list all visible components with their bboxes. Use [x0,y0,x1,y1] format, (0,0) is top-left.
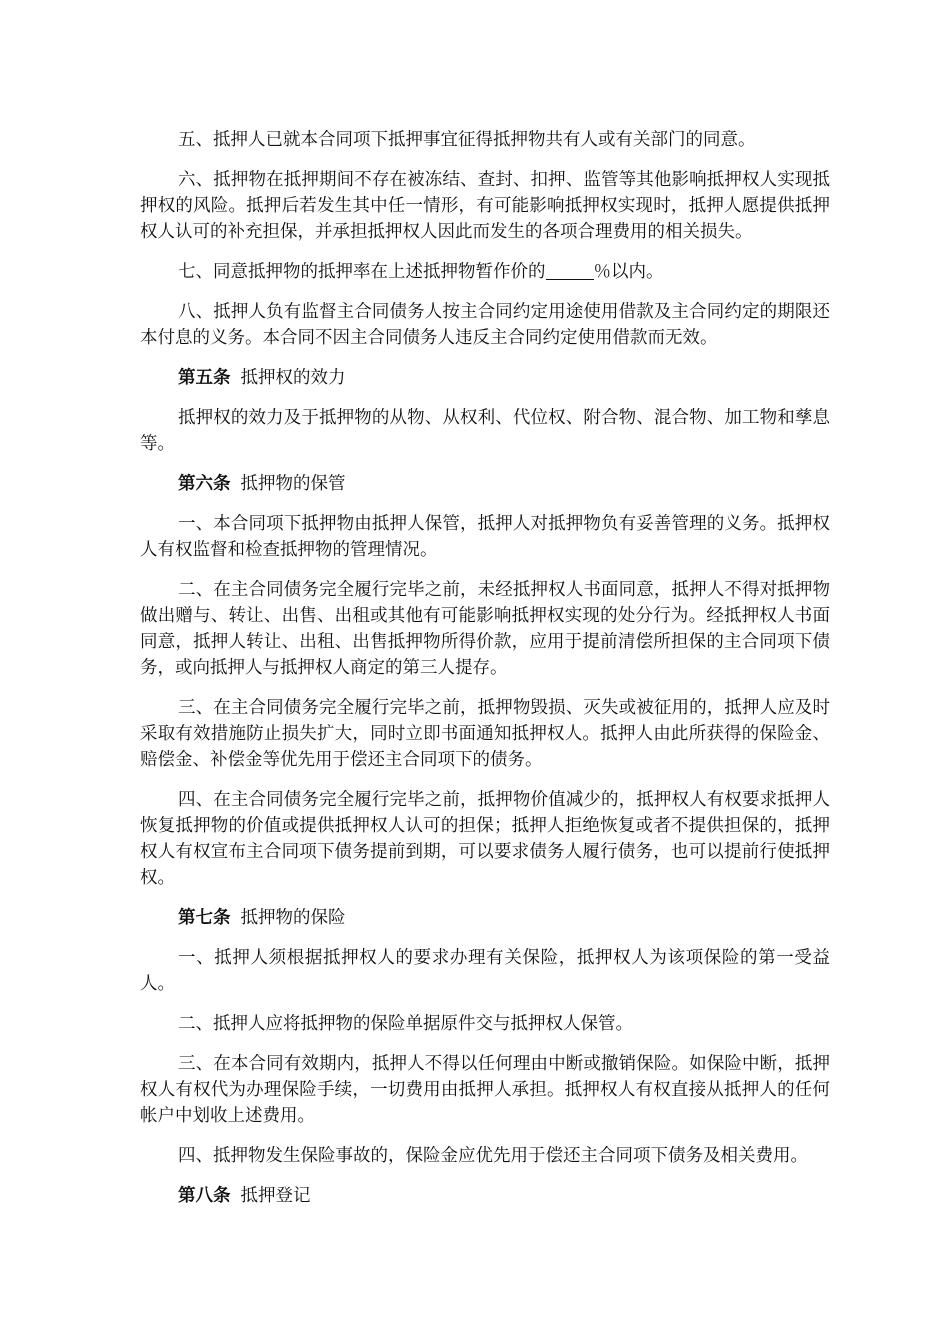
article-7-paragraph-2: 二、抵押人应将抵押物的保险单据原件交与抵押权人保管。 [178,1014,633,1034]
article-7-paragraph-4: 四、抵押物发生保险事故的，保险金应优先用于偿还主合同项下债务及相关费用。 [178,1146,808,1166]
article-7-heading [140,905,830,931]
clause-7-paragraph [140,259,830,285]
contract-body [140,127,830,1223]
clause-6-paragraph: 六、抵押物在抵押期间不存在被冻结、查封、扣押、监管等其他影响抵押权人实现抵押权的风险。抵押后若发生其中任一情形，有可能影响抵押权实现时，抵押人愿提供抵押权人认可的补充担保，并承担抵押权人因此而发生的各项合理费用的相关损失。 [140,170,830,242]
article-6-number: 第六条 [178,474,231,494]
article-8-number: 第八条 [178,1186,231,1206]
article-6-paragraph-3: 三、在主合同债务完全履行完毕之前，抵押物毁损、灭失或被征用的，抵押人应及时采取有效措施防止损失扩大，同时立即书面通知抵押权人。抵押人由此所获得的保险金、赔偿金、补偿金等优先用于偿还主合同项下的债务。 [140,698,830,770]
article-6-title: 抵押物的保管 [240,474,346,494]
article-5-title: 抵押权的效力 [240,368,346,388]
article-6-paragraph-2: 二、在主合同债务完全履行完毕之前，未经抵押权人书面同意，抵押人不得对抵押物做出赠与、转让、出售、出租或其他有可能影响抵押权实现的处分行为。经抵押权人书面同意，抵押人转让、出租、出售抵押物所得价款，应用于提前清偿所担保的主合同项下债务，或向抵押人与抵押权人商定的第三人提存。 [140,580,830,678]
article-6-paragraph-4: 四、在主合同债务完全履行完毕之前，抵押物价值减少的，抵押权人有权要求抵押人恢复抵押物的价值或提供抵押权人认可的担保；抵押人拒绝恢复或者不提供担保的，抵押权人有权宣布主合同项下债务提前到期，可以要求债务人履行债务，也可以提前行使抵押权。 [140,790,830,888]
article-8-title: 抵押登记 [240,1186,311,1206]
article-8-heading [140,1183,830,1209]
clause-8-paragraph: 八、抵押人负有监督主合同债务人按主合同约定用途使用借款及主合同约定的期限还本付息的义务。本合同不因主合同债务人违反主合同约定使用借款而无效。 [140,302,830,348]
article-5-heading [140,365,830,391]
article-7-title: 抵押物的保险 [240,908,346,928]
clause-7-text-after: ％以内。 [593,262,664,282]
mortgage-rate-blank [546,261,594,280]
article-6-paragraph-1: 一、本合同项下抵押物由抵押人保管，抵押人对抵押物负有妥善管理的义务。抵押权人有权监督和检查抵押物的管理情况。 [140,514,830,560]
article-7-number: 第七条 [178,908,231,928]
article-5-paragraph: 抵押权的效力及于抵押物的从物、从权利、代位权、附合物、混合物、加工物和孳息等。 [140,408,830,454]
clause-7-text-before: 七、同意抵押物的抵押率在上述抵押物暂作价的 [178,262,546,282]
article-7-paragraph-1: 一、抵押人须根据抵押权人的要求办理有关保险，抵押权人为该项保险的第一受益人。 [140,948,830,994]
article-6-heading [140,471,830,497]
article-5-number: 第五条 [178,368,231,388]
article-7-paragraph-3: 三、在本合同有效期内，抵押人不得以任何理由中断或撤销保险。如保险中断，抵押权人有权代为办理保险手续，一切费用由抵押人承担。抵押权人有权直接从抵押人的任何帐户中划收上述费用。 [140,1054,830,1126]
clause-5-paragraph: 五、抵押人已就本合同项下抵押事宜征得抵押物共有人或有关部门的同意。 [178,130,756,150]
